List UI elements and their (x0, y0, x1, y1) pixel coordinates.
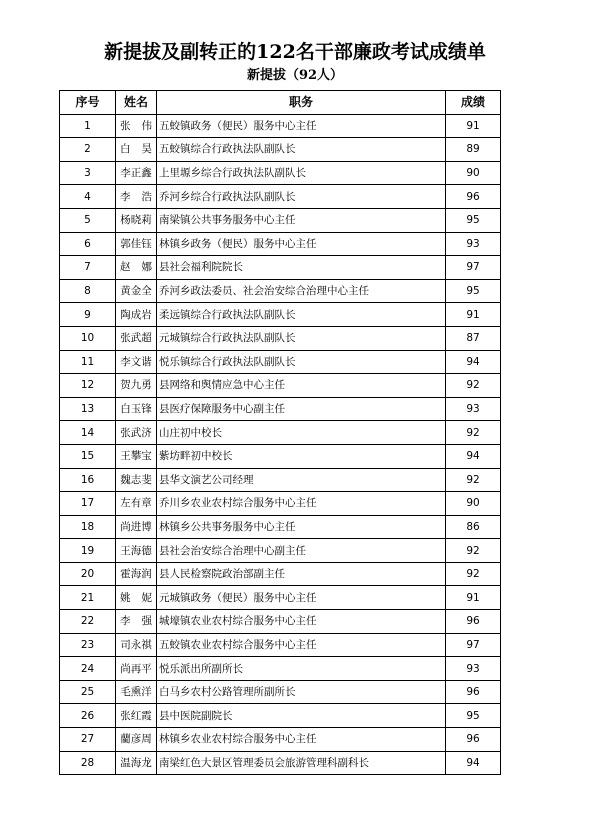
row-score: 93 (446, 232, 501, 256)
table-row (60, 657, 501, 681)
table-row (60, 256, 501, 280)
row-number: 23 (60, 633, 116, 657)
table-row (60, 728, 501, 752)
row-post: 乔河乡政法委员、社会治安综合治理中心主任 (157, 279, 446, 303)
table-row (60, 680, 501, 704)
row-post: 城壕镇农业农村综合服务中心主任 (157, 610, 446, 634)
row-number: 24 (60, 657, 116, 681)
table-row (60, 279, 501, 303)
row-number: 9 (60, 303, 116, 327)
row-number: 14 (60, 421, 116, 445)
header-post: 职务 (157, 91, 446, 115)
header-no: 序号 (60, 91, 116, 115)
row-post: 元城镇政务（便民）服务中心主任 (157, 586, 446, 610)
row-score: 91 (446, 114, 501, 138)
table-body (60, 114, 501, 775)
row-number: 8 (60, 279, 116, 303)
row-number: 15 (60, 444, 116, 468)
spaced-name: 姚妮 (120, 591, 163, 604)
header-row (60, 91, 501, 115)
table-row (60, 539, 501, 563)
row-number: 7 (60, 256, 116, 280)
row-score: 92 (446, 468, 501, 492)
row-score: 92 (446, 421, 501, 445)
row-post: 县社会福利院院长 (157, 256, 446, 280)
row-name: 霍海润 (116, 562, 157, 586)
row-name: 李正鑫 (116, 161, 157, 185)
row-post: 乔川乡农业农村综合服务中心主任 (157, 492, 446, 516)
row-number: 22 (60, 610, 116, 634)
row-name: 陶成岩 (116, 303, 157, 327)
row-name: 王海德 (116, 539, 157, 563)
table-row (60, 374, 501, 398)
row-number: 5 (60, 208, 116, 232)
row-name: 王攀宝 (116, 444, 157, 468)
row-number: 26 (60, 704, 116, 728)
row-post: 白马乡农村公路管理所副所长 (157, 680, 446, 704)
row-name: 司永祺 (116, 633, 157, 657)
row-name: 张武超 (116, 326, 157, 350)
table-row (60, 468, 501, 492)
row-post: 柔远镇综合行政执法队副队长 (157, 303, 446, 327)
row-post: 县社会治安综合治理中心副主任 (157, 539, 446, 563)
row-name: 藺彦周 (116, 728, 157, 752)
row-name (116, 114, 163, 138)
row-name: 杨晓莉 (116, 208, 157, 232)
spaced-name: 白昊 (120, 143, 163, 156)
row-post: 紫坊畔初中校长 (157, 444, 446, 468)
row-score: 91 (446, 303, 501, 327)
row-name (116, 185, 163, 209)
row-post: 南梁镇公共事务服务中心主任 (157, 208, 446, 232)
row-score: 92 (446, 539, 501, 563)
row-name (116, 256, 163, 280)
table-row (60, 232, 501, 256)
row-name: 贺九勇 (116, 374, 157, 398)
row-post: 悦乐派出所副所长 (157, 657, 446, 681)
row-post: 南梁红色大景区管理委员会旅游管理科副科长 (157, 751, 446, 775)
row-score: 96 (446, 680, 501, 704)
row-number: 19 (60, 539, 116, 563)
row-score: 94 (446, 444, 501, 468)
table-row (60, 610, 501, 634)
page-subtitle: 新提拔（92人） (246, 68, 344, 83)
row-score: 93 (446, 657, 501, 681)
row-number: 20 (60, 562, 116, 586)
row-post: 元城镇综合行政执法队副队长 (157, 326, 446, 350)
table-row (60, 492, 501, 516)
row-number: 13 (60, 397, 116, 421)
row-score: 95 (446, 279, 501, 303)
row-post: 上里塬乡综合行政执法队副队长 (157, 161, 446, 185)
row-number: 11 (60, 350, 116, 374)
row-number: 4 (60, 185, 116, 209)
header-score: 成绩 (446, 91, 501, 115)
row-number: 12 (60, 374, 116, 398)
row-number: 18 (60, 515, 116, 539)
row-name: 郭佳钰 (116, 232, 157, 256)
row-score: 89 (446, 138, 501, 162)
table-row (60, 303, 501, 327)
row-score: 93 (446, 397, 501, 421)
row-number: 1 (60, 114, 116, 138)
row-score: 95 (446, 208, 501, 232)
row-score: 86 (446, 515, 501, 539)
row-post: 县华文演艺公司经理 (157, 468, 446, 492)
header-name: 姓名 (116, 91, 157, 115)
row-post: 五蛟镇政务（便民）服务中心主任 (157, 114, 446, 138)
table-row (60, 326, 501, 350)
table-header (60, 91, 501, 115)
table-row (60, 421, 501, 445)
row-post: 五蛟镇农业农村综合服务中心主任 (157, 633, 446, 657)
table-row (60, 208, 501, 232)
score-table (59, 90, 501, 775)
row-post: 县网络和舆情应急中心主任 (157, 374, 446, 398)
row-post: 山庄初中校长 (157, 421, 446, 445)
row-score: 92 (446, 562, 501, 586)
row-number: 6 (60, 232, 116, 256)
row-score: 96 (446, 728, 501, 752)
row-score: 94 (446, 751, 501, 775)
table-row (60, 444, 501, 468)
row-number: 16 (60, 468, 116, 492)
row-post: 乔河乡综合行政执法队副队长 (157, 185, 446, 209)
spaced-name: 张伟 (120, 119, 163, 132)
row-post: 县医疗保障服务中心副主任 (157, 397, 446, 421)
row-score: 87 (446, 326, 501, 350)
row-name (116, 610, 163, 634)
row-post: 县中医院副院长 (157, 704, 446, 728)
table-row (60, 397, 501, 421)
row-score: 95 (446, 704, 501, 728)
row-name: 魏志斐 (116, 468, 157, 492)
row-score: 92 (446, 374, 501, 398)
row-number: 10 (60, 326, 116, 350)
table-row (60, 161, 501, 185)
row-name: 白玉锋 (116, 397, 157, 421)
row-name (116, 138, 163, 162)
page-title: 新提拔及副转正的122名干部廉政考试成绩单 (104, 41, 486, 63)
row-name: 张红霞 (116, 704, 157, 728)
table-row (60, 185, 501, 209)
row-score: 91 (446, 586, 501, 610)
row-number: 25 (60, 680, 116, 704)
row-post: 林镇乡农业农村综合服务中心主任 (157, 728, 446, 752)
table-row (60, 515, 501, 539)
row-score: 90 (446, 492, 501, 516)
spaced-name: 李强 (120, 615, 163, 628)
table-row (60, 562, 501, 586)
row-score: 97 (446, 256, 501, 280)
row-number: 21 (60, 586, 116, 610)
row-name: 左有章 (116, 492, 157, 516)
table-row (60, 633, 501, 657)
row-score: 96 (446, 610, 501, 634)
table-row (60, 138, 501, 162)
row-name: 黄金全 (116, 279, 157, 303)
row-name: 温海龙 (116, 751, 157, 775)
table-row (60, 586, 501, 610)
row-number: 27 (60, 728, 116, 752)
row-name: 毛熏洋 (116, 680, 157, 704)
row-post: 林镇乡政务（便民）服务中心主任 (157, 232, 446, 256)
row-post: 林镇乡公共事务服务中心主任 (157, 515, 446, 539)
table-row (60, 704, 501, 728)
row-name: 尚进博 (116, 515, 157, 539)
spaced-name: 赵娜 (120, 261, 163, 274)
row-post: 五蛟镇综合行政执法队副队长 (157, 138, 446, 162)
row-name: 李文谐 (116, 350, 157, 374)
table-row (60, 114, 501, 138)
row-number: 28 (60, 751, 116, 775)
row-number: 17 (60, 492, 116, 516)
row-name: 张武济 (116, 421, 157, 445)
table-row (60, 350, 501, 374)
row-score: 90 (446, 161, 501, 185)
row-name: 尚再平 (116, 657, 157, 681)
row-name (116, 586, 163, 610)
row-post: 县人民检察院政治部副主任 (157, 562, 446, 586)
row-score: 94 (446, 350, 501, 374)
row-score: 96 (446, 185, 501, 209)
row-number: 3 (60, 161, 116, 185)
table-row (60, 751, 501, 775)
row-post: 悦乐镇综合行政执法队副队长 (157, 350, 446, 374)
row-score: 97 (446, 633, 501, 657)
spaced-name: 李浩 (120, 190, 163, 203)
row-number: 2 (60, 138, 116, 162)
